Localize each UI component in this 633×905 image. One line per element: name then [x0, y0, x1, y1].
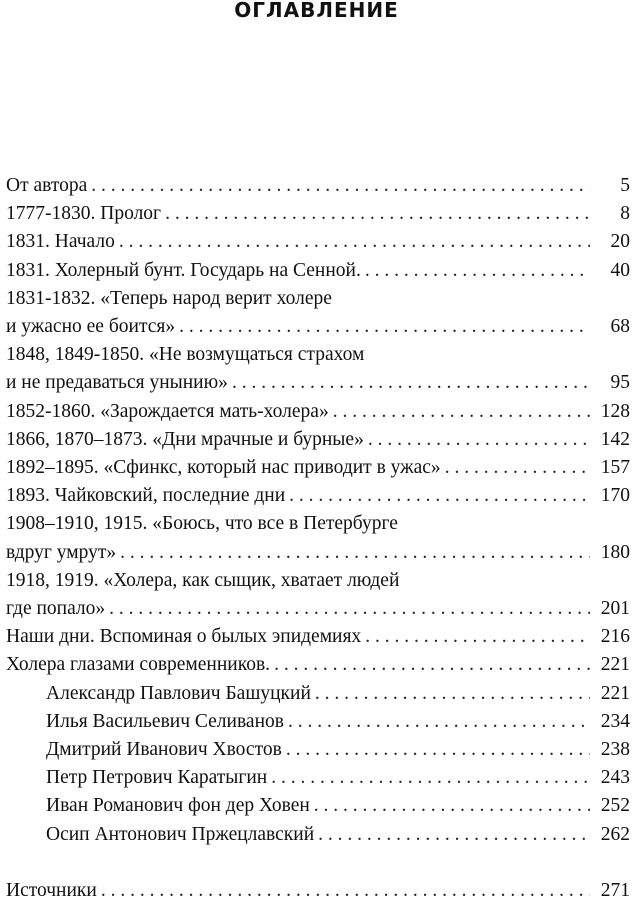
dot-leader — [165, 200, 590, 228]
toc-page-number: 5 — [620, 175, 630, 196]
toc-subentry — [6, 764, 630, 792]
toc-entry-title: Петр Петрович Каратыгин — [46, 767, 268, 789]
toc-page-number: 20 — [610, 231, 630, 253]
toc-entry-title: 1777-1830. Пролог — [6, 203, 162, 225]
toc-page-number: 170 — [600, 485, 630, 507]
dot-leader — [101, 877, 590, 905]
page-title: ОГЛАВЛЕНИЕ — [234, 0, 399, 22]
toc-subentry — [6, 708, 630, 736]
toc-entry-title: Александр Павлович Башуцкий — [46, 682, 311, 704]
toc-entry-title-line: 1908–1910, 1915. «Боюсь, что все в Петербурге — [6, 513, 398, 535]
toc-entry-title: Источники — [6, 879, 97, 901]
toc-entry — [6, 172, 630, 200]
toc-entry — [6, 285, 630, 341]
toc-page-number: 8 — [620, 203, 630, 225]
toc-entry-title: и ужасно ее боится» — [6, 316, 176, 338]
toc-entry-title-line: 1918, 1919. «Холера, как сыщик, хватает людей — [6, 569, 400, 591]
table-of-contents — [6, 172, 630, 905]
toc-page-number: 238 — [600, 739, 630, 761]
toc-page-number: 180 — [600, 541, 630, 563]
toc-entry-title: и не предаваться унынию» — [6, 372, 228, 394]
toc-entry — [6, 482, 630, 510]
toc-entry — [6, 228, 630, 256]
dot-leader — [315, 680, 590, 708]
toc-entry-title: Дмитрий Иванович Хвостов — [46, 739, 282, 761]
dot-leader — [289, 482, 590, 510]
toc-entry-title: 1852-1860. «Зарождается мать-холера» — [6, 400, 329, 422]
toc-page-number: 234 — [600, 710, 630, 732]
dot-leader — [91, 172, 590, 200]
toc-entry-title: Холера глазами современников. — [6, 654, 271, 676]
toc-entry — [6, 877, 630, 905]
toc-entry — [6, 510, 630, 566]
dot-leader — [445, 454, 590, 482]
toc-page-number: 68 — [610, 316, 630, 338]
toc-subentry — [6, 736, 630, 764]
toc-entry-title: От автора — [6, 175, 88, 196]
toc-page-number: 40 — [610, 259, 630, 281]
dot-leader — [286, 736, 590, 764]
toc-entry-title: 1831. Холерный бунт. Государь на Сенной. — [6, 259, 361, 281]
dot-leader — [109, 595, 590, 623]
toc-page-number: 157 — [600, 457, 630, 479]
dot-leader — [288, 708, 590, 736]
toc-entry — [6, 454, 630, 482]
toc-entry-title: Осип Антонович Пржецлавский — [46, 823, 315, 845]
toc-entry — [6, 426, 630, 454]
toc-page-number: 216 — [600, 626, 630, 648]
toc-entry — [6, 398, 630, 426]
toc-entry-title: Наши дни. Вспоминая о былых эпидемиях — [6, 626, 362, 648]
toc-entry-title: вдруг умрут» — [6, 541, 117, 563]
toc-page-number: 128 — [600, 400, 630, 422]
toc-page-number: 142 — [600, 428, 630, 450]
toc-entry-title: 1893. Чайковский, последние дни — [6, 485, 286, 507]
toc-page-number: 201 — [600, 598, 630, 620]
toc-page-number: 243 — [600, 767, 630, 789]
dot-leader — [120, 539, 590, 567]
toc-page-number: 262 — [600, 823, 630, 845]
dot-leader — [333, 398, 590, 426]
toc-entry-title: 1892–1895. «Сфинкс, который нас приводит в ужас» — [6, 457, 441, 479]
toc-entry — [6, 567, 630, 623]
dot-leader — [314, 792, 590, 820]
dot-leader — [119, 228, 590, 256]
toc-entry-title: 1831. Начало — [6, 231, 115, 253]
dot-leader — [271, 764, 590, 792]
dot-leader — [179, 313, 590, 341]
toc-entry-title: где попало» — [6, 598, 106, 620]
toc-page-number: 271 — [600, 879, 630, 901]
toc-entry-title-line: 1848, 1849-1850. «Не возмущаться страхом — [6, 344, 365, 366]
toc-entry-title: Илья Васильевич Селиванов — [46, 710, 284, 732]
toc-entry — [6, 623, 630, 651]
toc-entry-title-line: 1831-1832. «Теперь народ верит холере — [6, 287, 332, 309]
dot-leader — [232, 369, 590, 397]
toc-page-number: 221 — [600, 682, 630, 704]
toc-entry-title: Иван Романович фон дер Ховен — [46, 795, 310, 817]
toc-page-number: 252 — [600, 795, 630, 817]
toc-entry — [6, 257, 630, 285]
dot-leader — [274, 651, 590, 679]
dot-leader — [318, 821, 590, 849]
toc-subentry — [6, 792, 630, 820]
dot-leader — [365, 623, 590, 651]
toc-page-number: 95 — [610, 372, 630, 394]
toc-page-number: 221 — [600, 654, 630, 676]
dot-leader — [368, 426, 590, 454]
toc-entry — [6, 200, 630, 228]
toc-subentry — [6, 821, 630, 849]
toc-subentry — [6, 680, 630, 708]
toc-entry-title: 1866, 1870–1873. «Дни мрачные и бурные» — [6, 428, 364, 450]
toc-entry — [6, 341, 630, 397]
dot-leader — [365, 257, 590, 285]
toc-entry — [6, 651, 630, 679]
